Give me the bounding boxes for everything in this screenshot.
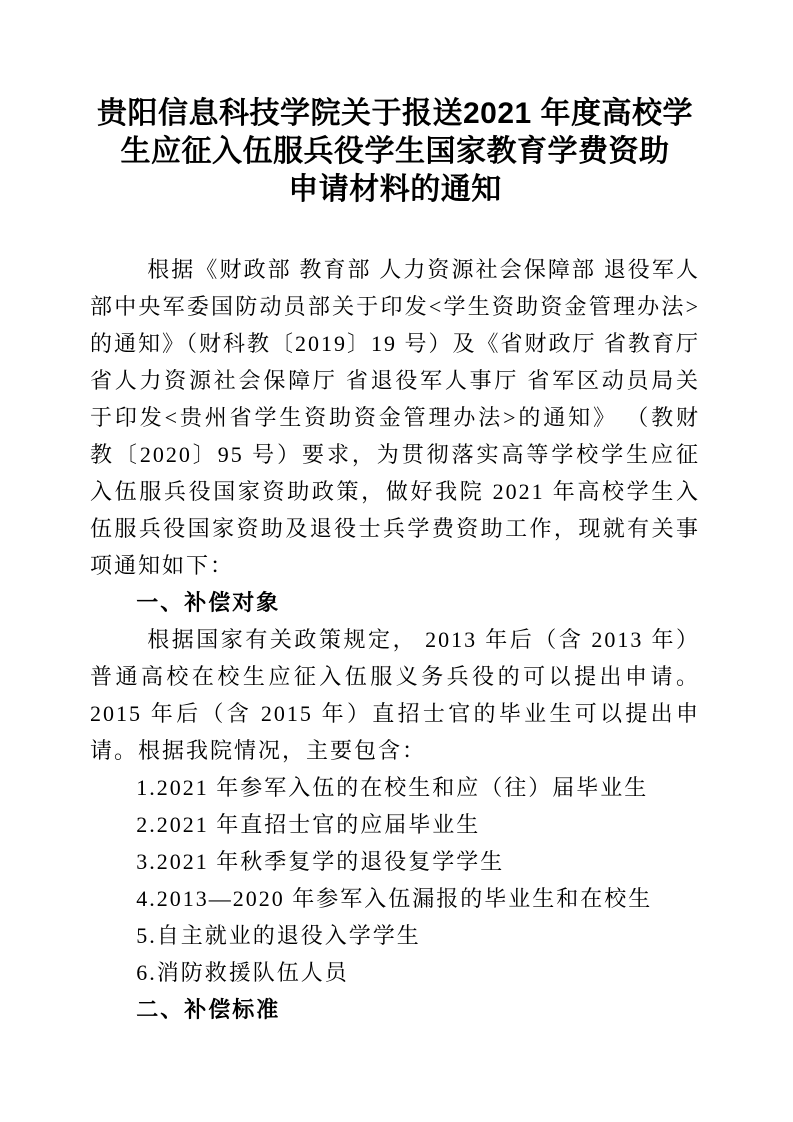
section-1-paragraph: 根据国家有关政策规定， 2013 年后（含 2013 年）普通高校在校生应征入伍服义务兵役的可以提出申请。2015 年后（含 2015 年）直招士官的毕业生可以提出申请。根据我院情况，主要包含： (90, 627, 700, 763)
intro-paragraph: 根据《财政部 教育部 人力资源社会保障部 退役军人部中央军委国防动员部关于印发<学生资助资金管理办法>的通知》（财科教〔2019〕19 号）及《省财政厅 省教育厅 省人力资源社会保障厅 省退役军人事厅 省军区动员局关于印发<贵州省学生资助资金管理办法>的通知》 （教财教〔2020〕95 号）要求，为贯彻落实高等学校学生应征入伍服兵役国家资助政策，做好我院 2021 年高校学生入伍服兵役国家资助及退役士兵学费资助工作，现就有关事项通知如下： (90, 257, 701, 578)
list-item-1: 1.2021 年参军入伍的在校生和应（往）届毕业生 (136, 775, 649, 800)
document-body (90, 251, 700, 1028)
title-line-2: 生应征入伍服兵役学生国家教育学费资助 (120, 135, 670, 168)
list-item-4: 4.2013—2020 年参军入伍漏报的毕业生和在校生 (136, 886, 653, 911)
eligible-persons-list (90, 769, 700, 991)
list-item-2: 2.2021 年直招士官的应届毕业生 (136, 812, 481, 837)
list-item-3: 3.2021 年秋季复学的退役复学学生 (136, 849, 505, 874)
section-heading-compensation-standard: 二、补偿标准 (136, 997, 281, 1022)
title-line-1: 贵阳信息科技学院关于报送2021 年度高校学 (96, 97, 694, 130)
section-heading-compensation-targets: 一、补偿对象 (136, 590, 281, 615)
title-line-3: 申请材料的通知 (288, 173, 502, 206)
list-item-6: 6.消防救援队伍人员 (136, 960, 349, 985)
list-item-5: 5.自主就业的退役入学学生 (136, 923, 421, 948)
document-title (90, 95, 700, 209)
